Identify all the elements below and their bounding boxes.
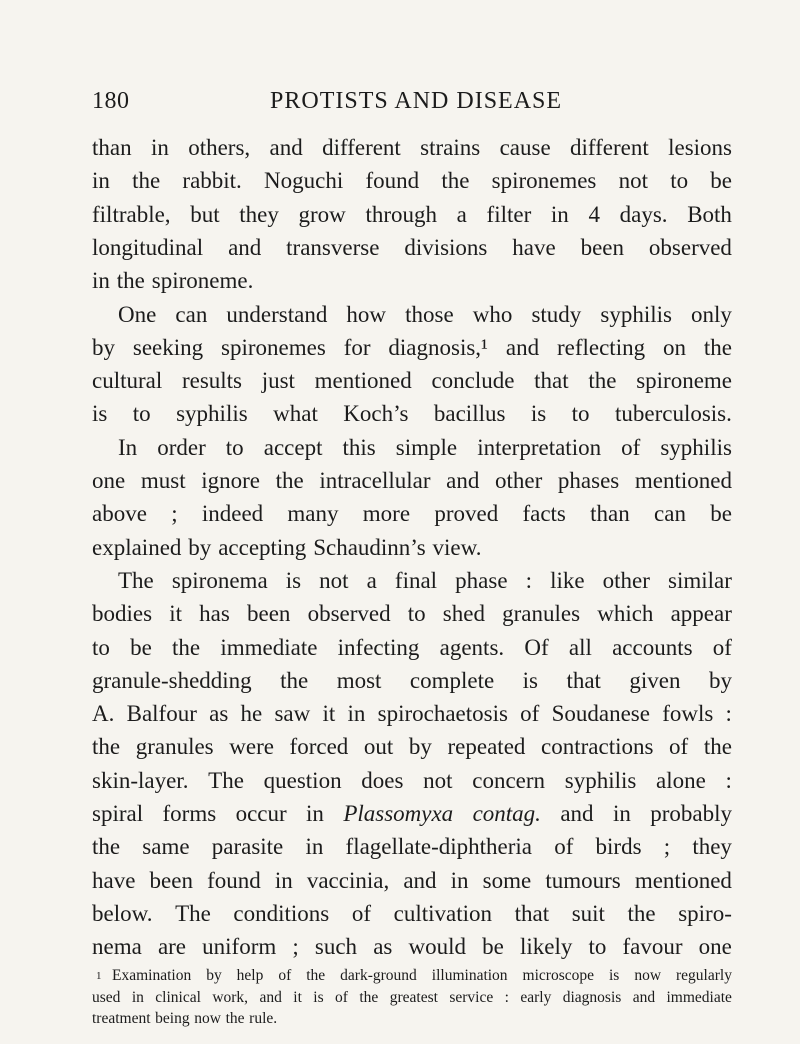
word: and [259,988,282,1006]
word: what [273,401,318,427]
word: accounts [612,634,693,660]
word: to [571,401,590,427]
word: and [505,334,540,360]
word: to [407,601,426,627]
word: in [306,801,324,826]
word: syphilis [660,434,732,460]
word: strains [420,135,481,160]
word: agents. [439,634,505,660]
word: in [305,834,324,860]
word: days. [619,201,668,227]
word: have [512,234,556,260]
word: Balfour [126,701,197,727]
text-line [92,732,732,762]
word: understand [226,301,328,327]
word: repeated [447,734,526,760]
text-line [92,699,732,729]
word: spirochaetosis [377,701,508,727]
word: has [199,601,230,627]
word: in [92,268,110,294]
text-line [92,866,732,896]
word: probably [650,801,732,826]
word: diagnosis,¹ [388,334,488,360]
word: others, [188,135,251,160]
word: forced [289,734,349,760]
word: ; [171,501,178,527]
word: final [394,567,438,593]
word: phases [557,468,620,493]
word: flagellate-diphtheria [345,834,532,860]
word: Examination [112,967,192,984]
word: and [403,867,437,893]
word: observed [307,601,391,627]
text-line [92,899,732,929]
word: question [263,767,342,793]
word: the [275,468,304,493]
word: of [278,967,292,984]
word: the [116,268,145,294]
word: spiral [92,801,144,826]
text-line [92,599,732,629]
word: one [92,468,126,493]
word: were [229,734,274,760]
word: he [240,701,263,727]
word: uniform [202,934,277,960]
word: spironemes [491,168,597,194]
word: one [698,934,732,960]
word: tumours [545,867,621,893]
word: occur [235,801,287,826]
word: syphilis [176,401,248,427]
word: interpretation [477,434,602,460]
text-line [118,566,732,596]
word: can [654,501,686,527]
word: contag. [472,801,541,826]
word: dark-ground [340,967,417,984]
word: immediate [666,988,732,1006]
word: just [261,368,295,394]
word: indeed [201,501,264,527]
word: than [590,501,630,527]
word: and [560,801,594,826]
word: ignore [201,468,260,493]
word: not [423,767,453,793]
word: nema [92,934,142,960]
word: other [495,468,543,493]
word: does [361,767,404,793]
word: longitudinal [92,234,204,260]
word: early [520,988,552,1006]
word: : [525,567,532,593]
text-line [92,766,732,796]
word: rabbit. [182,168,242,194]
word: intracellular [319,468,431,493]
text-line [92,266,253,296]
page-header [92,88,732,118]
word: it [293,988,302,1006]
text-line [92,799,732,829]
word: a [456,201,467,227]
word: like [550,567,585,593]
word: vaccinia, [306,867,390,893]
word: proved [434,501,499,527]
word: immediate [220,634,318,660]
word: contractions [541,734,654,760]
word: that [514,900,550,926]
word: A. [92,701,115,727]
word: be [710,501,732,527]
word: spiro- [678,900,732,926]
word: The [175,900,211,926]
word: syphilis [600,301,672,327]
word: saw [274,701,311,727]
word: and [269,135,303,160]
word: that [566,667,601,693]
word: seeking [132,334,204,360]
word: to [670,168,689,194]
word: phase [455,567,508,593]
word: to [588,934,607,960]
word: to [225,434,244,460]
word: and [446,468,480,493]
word: and [228,234,262,260]
word: be [482,934,504,960]
word: Schaudinn’s [313,534,426,560]
word: of [554,834,574,860]
word: forms [162,801,217,826]
word: cause [499,135,551,160]
word: it [322,701,336,727]
word: illumination [431,967,508,984]
word: who [472,301,513,327]
word: in [274,867,293,893]
word: divisions [404,234,488,260]
word: filter [486,201,532,227]
word: facts [522,501,566,527]
word: lesions [668,135,732,160]
word: spironema [171,567,268,593]
word: alone [656,767,706,793]
word: they [239,201,279,227]
word: simple [395,434,458,460]
word: not [319,567,349,593]
word: in [92,168,110,194]
word: the [703,734,732,760]
word: is [313,988,324,1006]
word: diagnosis [562,988,622,1006]
word: mentioned [634,867,732,893]
word: skin-layer. [92,767,189,793]
word: cultivation [393,900,492,926]
word: most [336,667,382,693]
word: is [522,667,538,693]
word: being [155,1010,190,1027]
word: accept [263,434,323,460]
word: cultural [92,368,163,394]
word: the [588,368,617,394]
word: The [208,767,244,793]
word: mentioned [634,468,732,493]
word: the [92,734,121,760]
word: be [130,634,152,660]
word: in [131,988,144,1006]
word: accepting [218,534,307,560]
word: : [725,701,732,727]
word: microscope [522,967,594,984]
text-line [92,633,732,663]
word: 4 [588,201,600,227]
word: The [118,567,154,593]
word: concern [472,767,546,793]
word: by [188,534,212,560]
word: of [351,900,372,926]
word: tuberculosis. [614,401,732,427]
word: many [287,501,339,527]
word: but [190,201,220,227]
word: Koch’s [343,401,409,427]
word: : [504,988,509,1006]
text-line [92,832,732,862]
word: which [597,601,654,627]
word: mentioned [314,368,412,394]
word: for [343,334,371,360]
word: used [92,988,121,1006]
word: can [175,301,208,327]
word: all [568,634,592,660]
word: transverse [286,234,380,260]
word: filtrable, [92,201,171,227]
word: found [365,168,420,194]
footnote-line [92,987,732,1009]
word: In [118,434,138,460]
word: in [150,135,169,160]
word: must [140,468,186,493]
footnote-line [92,1008,277,1030]
word: results [181,368,243,394]
word: of [520,701,540,727]
word: One [118,301,157,327]
word: Soudanese [551,701,650,727]
word: complete [409,667,495,693]
word: of [335,988,348,1006]
word: different [570,135,649,160]
word: in [450,867,469,893]
word: granule-shedding [92,667,252,693]
word: order [157,434,206,460]
word: more [362,501,411,527]
text-line [118,300,732,330]
word: is [530,401,547,427]
text-line [92,200,732,230]
word: conditions [233,900,330,926]
word: infecting [337,634,420,660]
footnote-line [96,965,732,987]
text-line [92,166,732,196]
page-number: 180 [92,88,130,114]
text-line [118,433,732,463]
word: suit [571,900,605,926]
word: of [712,634,732,660]
word: been [246,601,291,627]
word: by [708,667,732,693]
word: be [710,168,732,194]
word: granules [135,734,214,760]
word: are [157,934,187,960]
word: view. [432,534,482,560]
word: regularly [676,967,732,984]
word: those [405,301,454,327]
word: by [92,334,115,360]
word: is [608,967,620,984]
word: above [92,501,147,527]
word: ; [292,934,299,960]
word: a [366,567,377,593]
word: Both [687,201,732,227]
word: bacillus [433,401,506,427]
word: syphilis [564,767,637,793]
word: to [132,401,151,427]
word: help [236,967,264,984]
word: the [359,988,379,1006]
text-line [92,133,732,163]
word: : [725,767,732,793]
word: of [621,434,641,460]
text-line [92,466,732,496]
word: Of [524,634,549,660]
word: by [206,967,222,984]
word: the [92,834,121,860]
word: bodies [92,601,153,627]
word: of [669,734,689,760]
word: explained [92,534,182,560]
word: likely [519,934,573,960]
text-line [92,533,482,563]
word: on [662,334,686,360]
word: birds [595,834,642,860]
word: observed [648,234,732,260]
word: service [449,988,494,1006]
word: clinical [155,988,201,1006]
text-line [92,399,732,429]
word: such [314,934,358,960]
text-line [92,499,732,529]
word: and [632,988,656,1006]
word: favour [622,934,683,960]
word: Plassomyxa [343,801,454,826]
word: below. [92,900,153,926]
word: spironemes [221,334,326,360]
word: parasite [211,834,284,860]
word: only [691,301,732,327]
word: conclude [431,368,515,394]
word: the [132,168,161,194]
word: it [169,601,182,627]
word: other [602,567,650,593]
word: the [172,634,201,660]
word: similar [668,567,732,593]
word: been [149,867,193,893]
word: through [365,201,438,227]
word: is [285,567,302,593]
word: some [482,867,532,893]
word: treatment [92,1010,151,1027]
word: as [209,701,229,727]
word: they [692,834,732,860]
word: shed [442,601,485,627]
word: have [92,867,136,893]
word: different [322,135,401,160]
running-head: PROTISTS AND DISEASE [270,88,563,114]
word: the [280,667,309,693]
word: this [342,434,376,460]
word: Noguchi [264,168,344,194]
word: the [627,900,656,926]
word: the [703,334,732,360]
word: that [534,368,569,394]
word: not [618,168,648,194]
word: given [629,667,681,693]
text-line [92,932,732,962]
word: reflecting [556,334,646,360]
word: rule. [249,1010,278,1027]
word: now [634,967,662,984]
word: than [92,135,132,160]
word: in [550,201,569,227]
word: the [225,1010,245,1027]
word: the [441,168,470,194]
word: been [580,234,625,260]
word: ; [663,834,671,860]
word: is [92,401,108,427]
word: out [363,734,394,760]
text-line [92,233,732,263]
word: work, [212,988,249,1006]
word: how [346,301,387,327]
word: spironeme. [151,268,254,294]
word: fowls [662,701,714,727]
text-line [92,333,732,363]
word: to [92,634,110,660]
footnote-marker: 1 [96,970,102,982]
word: granules [502,601,581,627]
word: found [207,867,261,893]
word: spironeme [636,368,732,394]
word: in [347,701,366,727]
word: same [142,834,190,860]
word: study [531,301,582,327]
text-line [92,666,732,696]
word: grow [298,201,346,227]
word: greatest [389,988,438,1006]
word: by [408,734,432,760]
text-line [92,366,732,396]
word: as [373,934,393,960]
word: appear [670,601,732,627]
word: the [306,967,326,984]
word: would [408,934,466,960]
word: now [194,1010,221,1027]
word: in [612,801,631,826]
